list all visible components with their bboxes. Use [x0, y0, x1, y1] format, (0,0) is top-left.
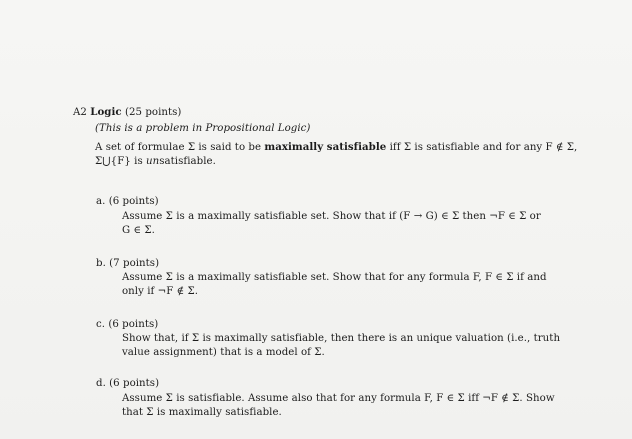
part-b-label: b. (7 points)	[96, 258, 160, 269]
intro-text: satisfiable.	[159, 156, 216, 167]
part-c-text-line-1: Show that, if Σ is maximally satisfiable, then there is an unique valuation (i.e., truth	[122, 333, 561, 344]
part-c-label: c. (6 points)	[96, 319, 159, 330]
intro-term-bold: maximally satisfiable	[264, 141, 387, 153]
part-d-label: d. (6 points)	[96, 378, 160, 389]
part-b-text-line-2: only if ¬F ∉ Σ.	[122, 286, 199, 297]
intro-text: A set of formulae Σ is said to be	[95, 142, 265, 153]
intro-line-1	[95, 141, 577, 154]
intro-emphasis: un	[146, 156, 160, 167]
part-d-text-line-1: Assume Σ is satisfiable. Assume also that for any formula F, F ∈ Σ iff ¬F ∉ Σ. Show	[122, 393, 555, 404]
problem-number: A2	[73, 107, 87, 118]
problem-subtitle: (This is a problem in Propositional Logic)	[95, 123, 311, 134]
part-c-text-line-2: value assignment) that is a model of Σ.	[122, 347, 325, 358]
intro-text: iff Σ is satisfiable and for any F ∉ Σ,	[386, 142, 578, 153]
part-d-text-line-2: that Σ is maximally satisfiable.	[122, 407, 282, 418]
problem-title: Logic	[90, 106, 122, 118]
problem-points: (25 points)	[124, 107, 182, 118]
intro-line-2	[95, 155, 216, 168]
problem-header	[73, 106, 181, 119]
part-a-label: a. (6 points)	[96, 196, 159, 207]
part-b-text-line-1: Assume Σ is a maximally satisfiable set. Show that for any formula F, F ∈ Σ if and	[122, 272, 547, 283]
part-a-text-line-1: Assume Σ is a maximally satisfiable set. Show that if (F → G) ∈ Σ then ¬F ∈ Σ or	[122, 211, 541, 222]
part-a-text-line-2: G ∈ Σ.	[122, 225, 155, 236]
intro-text: Σ⋃{F} is	[95, 156, 147, 167]
